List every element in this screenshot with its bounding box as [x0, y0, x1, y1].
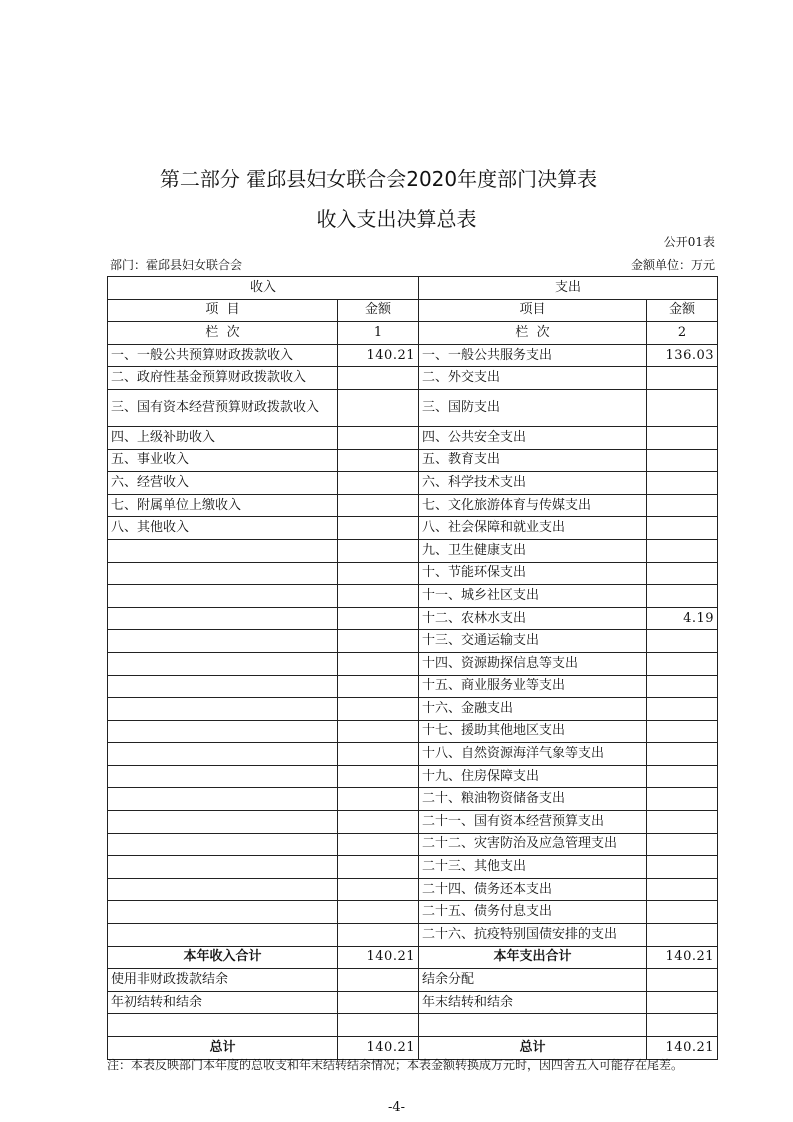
expense-item: 十三、交通运输支出 [419, 630, 647, 653]
expense-item: 二十、粮油物资储备支出 [419, 788, 647, 811]
expense-amount [647, 765, 718, 788]
income-amount [338, 856, 419, 879]
amount-header: 金额 [338, 299, 419, 322]
income-amount [338, 585, 419, 608]
income-item [108, 698, 338, 721]
expense-item: 十四、资源勘探信息等支出 [419, 652, 647, 675]
table-row [108, 991, 718, 1014]
table-row [108, 743, 718, 766]
expense-amount [647, 652, 718, 675]
income-item [108, 630, 338, 653]
income-item: 七、附属单位上缴收入 [108, 494, 338, 517]
expense-amount [647, 991, 718, 1014]
table-row [108, 630, 718, 653]
table-number: 公开01表 [663, 235, 715, 249]
table-row [108, 1014, 718, 1037]
expense-amount: 140.21 [647, 946, 718, 969]
expense-item: 二十三、其他支出 [419, 856, 647, 879]
expense-item: 六、科学技术支出 [419, 472, 647, 495]
expense-amount [647, 517, 718, 540]
income-header: 收入 [108, 277, 419, 300]
income-amount [338, 698, 419, 721]
income-item: 二、政府性基金预算财政拨款收入 [108, 367, 338, 390]
income-amount [338, 652, 419, 675]
income-amount [338, 539, 419, 562]
expense-item: 五、教育支出 [419, 449, 647, 472]
income-amount [338, 924, 419, 947]
income-amount [338, 517, 419, 540]
table-row [108, 344, 718, 367]
income-item [108, 856, 338, 879]
table-row [108, 901, 718, 924]
column-index-row [108, 322, 718, 345]
table-row [108, 698, 718, 721]
expense-item: 四、公共安全支出 [419, 426, 647, 449]
income-amount [338, 765, 419, 788]
expense-item: 年末结转和结余 [419, 991, 647, 1014]
expense-amount [647, 698, 718, 721]
col-label: 栏 次 [419, 322, 647, 345]
amount-header: 金额 [647, 299, 718, 322]
income-amount [338, 811, 419, 834]
expense-amount [647, 924, 718, 947]
income-item [108, 539, 338, 562]
income-item: 三、国有资本经营预算财政拨款收入 [108, 389, 338, 426]
table-row [108, 675, 718, 698]
expense-amount: 136.03 [647, 344, 718, 367]
income-amount [338, 389, 419, 426]
income-item [108, 607, 338, 630]
expense-amount [647, 494, 718, 517]
income-item [108, 1014, 338, 1037]
table-row [108, 539, 718, 562]
expense-item: 结余分配 [419, 969, 647, 992]
income-amount [338, 562, 419, 585]
expense-item: 二十一、国有资本经营预算支出 [419, 811, 647, 834]
expense-amount [647, 585, 718, 608]
income-item [108, 585, 338, 608]
table-title: 收入支出决算总表 [316, 207, 477, 231]
expense-amount [647, 811, 718, 834]
table-row [108, 494, 718, 517]
table-row [108, 720, 718, 743]
expense-amount [647, 720, 718, 743]
table-row [108, 946, 718, 969]
expense-item: 三、国防支出 [419, 389, 647, 426]
expense-amount [647, 539, 718, 562]
expense-amount [647, 878, 718, 901]
table-row [108, 367, 718, 390]
expense-item: 总计 [419, 1037, 647, 1060]
expense-item: 十一、城乡社区支出 [419, 585, 647, 608]
income-amount [338, 720, 419, 743]
income-amount [338, 833, 419, 856]
expense-item: 十五、商业服务业等支出 [419, 675, 647, 698]
header-row [108, 277, 718, 300]
expense-item: 十六、金融支出 [419, 698, 647, 721]
table-row [108, 969, 718, 992]
expense-item: 十、节能环保支出 [419, 562, 647, 585]
income-item: 年初结转和结余 [108, 991, 338, 1014]
table-row [108, 426, 718, 449]
income-item [108, 743, 338, 766]
col-number: 1 [338, 322, 419, 345]
expense-item: 二十二、灾害防治及应急管理支出 [419, 833, 647, 856]
header-row [108, 299, 718, 322]
expense-amount [647, 901, 718, 924]
income-item [108, 924, 338, 947]
expense-amount [647, 449, 718, 472]
expense-item: 十二、农林水支出 [419, 607, 647, 630]
income-item: 总计 [108, 1037, 338, 1060]
page-title: 第二部分 霍邱县妇女联合会2020年度部门决算表 [159, 167, 598, 191]
income-item [108, 878, 338, 901]
income-item [108, 720, 338, 743]
table-row [108, 585, 718, 608]
income-item: 一、一般公共预算财政拨款收入 [108, 344, 338, 367]
expense-amount [647, 630, 718, 653]
table-row [108, 811, 718, 834]
income-amount [338, 991, 419, 1014]
unit-label: 金额单位：万元 [630, 258, 715, 272]
expense-item: 十九、住房保障支出 [419, 765, 647, 788]
income-amount [338, 743, 419, 766]
income-amount [338, 788, 419, 811]
table-row [108, 833, 718, 856]
expense-amount [647, 833, 718, 856]
col-label: 栏 次 [108, 322, 338, 345]
expense-amount [647, 562, 718, 585]
income-amount [338, 1014, 419, 1037]
income-amount [338, 878, 419, 901]
income-item: 六、经营收入 [108, 472, 338, 495]
expense-item: 二、外交支出 [419, 367, 647, 390]
footnote: 注：本表反映部门本年度的总收支和年末结转结余情况；本表金额转换成万元时，因四舍五入可能存在尾差。 [107, 1058, 684, 1072]
expense-item: 本年支出合计 [419, 946, 647, 969]
expense-amount: 4.19 [647, 607, 718, 630]
income-item [108, 675, 338, 698]
expense-item: 二十六、抗疫特别国债安排的支出 [419, 924, 647, 947]
table-row [108, 652, 718, 675]
income-item [108, 562, 338, 585]
expense-item: 十八、自然资源海洋气象等支出 [419, 743, 647, 766]
income-amount [338, 472, 419, 495]
table-row [108, 856, 718, 879]
table-row [108, 924, 718, 947]
income-item [108, 811, 338, 834]
expense-amount: 140.21 [647, 1037, 718, 1060]
table-row [108, 472, 718, 495]
income-item [108, 788, 338, 811]
expense-item: 九、卫生健康支出 [419, 539, 647, 562]
table-row [108, 878, 718, 901]
income-item: 使用非财政拨款结余 [108, 969, 338, 992]
income-amount [338, 449, 419, 472]
item-header: 项目 [419, 299, 647, 322]
table-row [108, 788, 718, 811]
department-label: 部门：霍邱县妇女联合会 [110, 258, 243, 272]
expense-item: 二十四、债务还本支出 [419, 878, 647, 901]
income-item [108, 652, 338, 675]
table-row [108, 607, 718, 630]
expense-item [419, 1014, 647, 1037]
expense-item: 十七、援助其他地区支出 [419, 720, 647, 743]
income-amount: 140.21 [338, 344, 419, 367]
income-item: 八、其他收入 [108, 517, 338, 540]
expense-amount [647, 1014, 718, 1037]
col-number: 2 [647, 322, 718, 345]
expense-amount [647, 856, 718, 879]
income-amount [338, 969, 419, 992]
income-amount [338, 607, 419, 630]
expense-amount [647, 426, 718, 449]
expense-amount [647, 788, 718, 811]
table-row [108, 517, 718, 540]
expense-amount [647, 675, 718, 698]
expense-amount [647, 472, 718, 495]
income-amount: 140.21 [338, 1037, 419, 1060]
expense-amount [647, 743, 718, 766]
expense-item: 八、社会保障和就业支出 [419, 517, 647, 540]
income-expense-table [107, 276, 718, 1060]
expense-item: 七、文化旅游体育与传媒支出 [419, 494, 647, 517]
income-amount [338, 426, 419, 449]
income-amount [338, 675, 419, 698]
table-row [108, 449, 718, 472]
expense-amount [647, 367, 718, 390]
income-amount [338, 367, 419, 390]
income-item: 本年收入合计 [108, 946, 338, 969]
income-item [108, 833, 338, 856]
income-item [108, 901, 338, 924]
page-number: -4- [387, 1100, 406, 1115]
expense-item: 二十五、债务付息支出 [419, 901, 647, 924]
income-amount [338, 901, 419, 924]
income-amount [338, 494, 419, 517]
income-item [108, 765, 338, 788]
expense-header: 支出 [419, 277, 718, 300]
table-row [108, 562, 718, 585]
income-amount: 140.21 [338, 946, 419, 969]
table-row [108, 765, 718, 788]
expense-amount [647, 389, 718, 426]
income-item: 四、上级补助收入 [108, 426, 338, 449]
expense-amount [647, 969, 718, 992]
table-row [108, 389, 718, 426]
expense-item: 一、一般公共服务支出 [419, 344, 647, 367]
income-amount [338, 630, 419, 653]
income-item: 五、事业收入 [108, 449, 338, 472]
item-header: 项 目 [108, 299, 338, 322]
